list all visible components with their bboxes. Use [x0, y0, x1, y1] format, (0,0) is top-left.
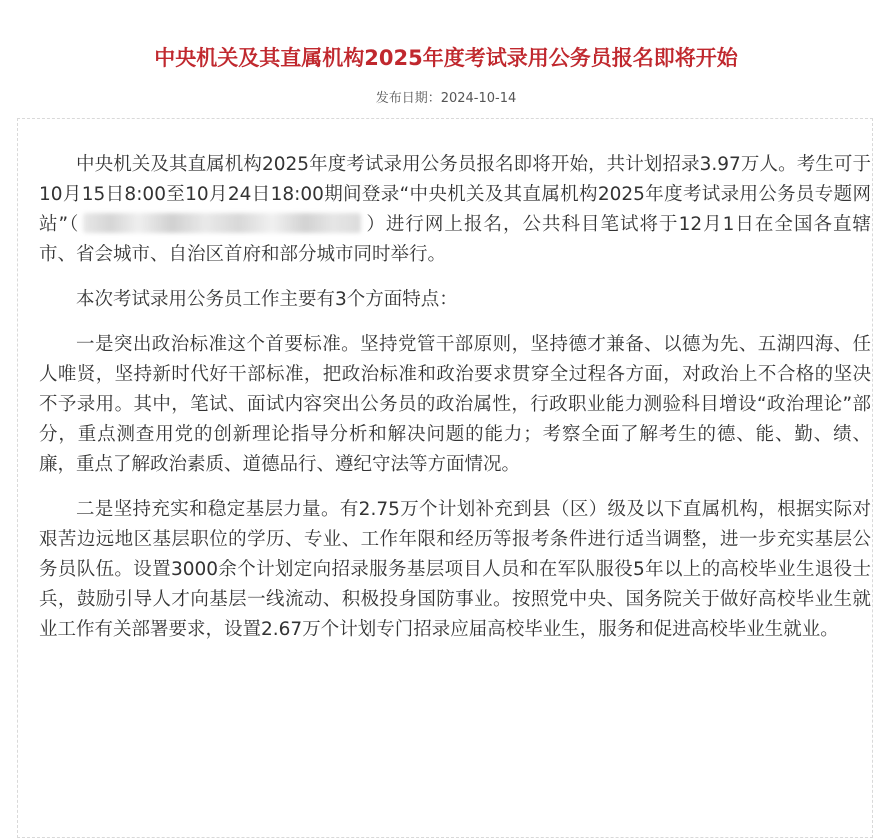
paragraph-point-two: 二是坚持充实和稳定基层力量。有2.75万个计划补充到县（区）级及以下直属机构，根据实际对艰苦边远地区基层职位的学历、专业、工作年限和经历等报考条件进行适当调整，进一步充实基层公务员队伍。设置3000余个计划定向招录服务基层项目人员和在军队服役5年以上的高校毕业生退役士兵，鼓励引导人才向基层一线流动、积极投身国防事业。按照党中央、国务院关于做好高校毕业生就业工作有关部署要求，设置2.67万个计划专门招录应届高校毕业生，服务和促进高校毕业生就业。: [39, 499, 871, 640]
paragraph-intro-start: 中央机关及其直属机构2025年度考试录用公务员报名即将开始，共计划招录3.97万人。考生可于10月15日8:00至10月24日18:00期间登录“中央机关及其直属机构2025年度考试录用公务员专题网站”（: [39, 154, 871, 235]
article-title: 中央机关及其直属机构2025年度考试录用公务员报名即将开始: [154, 46, 738, 70]
article-body: [39, 150, 871, 660]
paragraph-intro: [39, 150, 871, 270]
paragraph-intro-end: ）进行网上报名，公共科目笔试将于12月1日在全国各直辖市、省会城市、自治区首府和部分城市同时举行。: [39, 214, 871, 265]
blurred-website-link: [83, 213, 361, 233]
paragraph-point-one: 一是突出政治标准这个首要标准。坚持党管干部原则，坚持德才兼备、以德为先、五湖四海、任人唯贤，坚持新时代好干部标准，把政治标准和政治要求贯穿全过程各方面，对政治上不合格的坚决不予录用。其中，笔试、面试内容突出公务员的政治属性，行政职业能力测验科目增设“政治理论”部分，重点测查用党的创新理论指导分析和解决问题的能力；考察全面了解考生的德、能、勤、绩、廉，重点了解政治素质、道德品行、遵纪守法等方面情况。: [39, 334, 871, 475]
publish-date: 2024-10-14: [440, 91, 517, 106]
publish-date-label: 发布日期：: [375, 91, 441, 106]
publish-date-line: [0, 88, 892, 110]
paragraph-features: 本次考试录用公务员工作主要有3个方面特点：: [76, 289, 458, 310]
